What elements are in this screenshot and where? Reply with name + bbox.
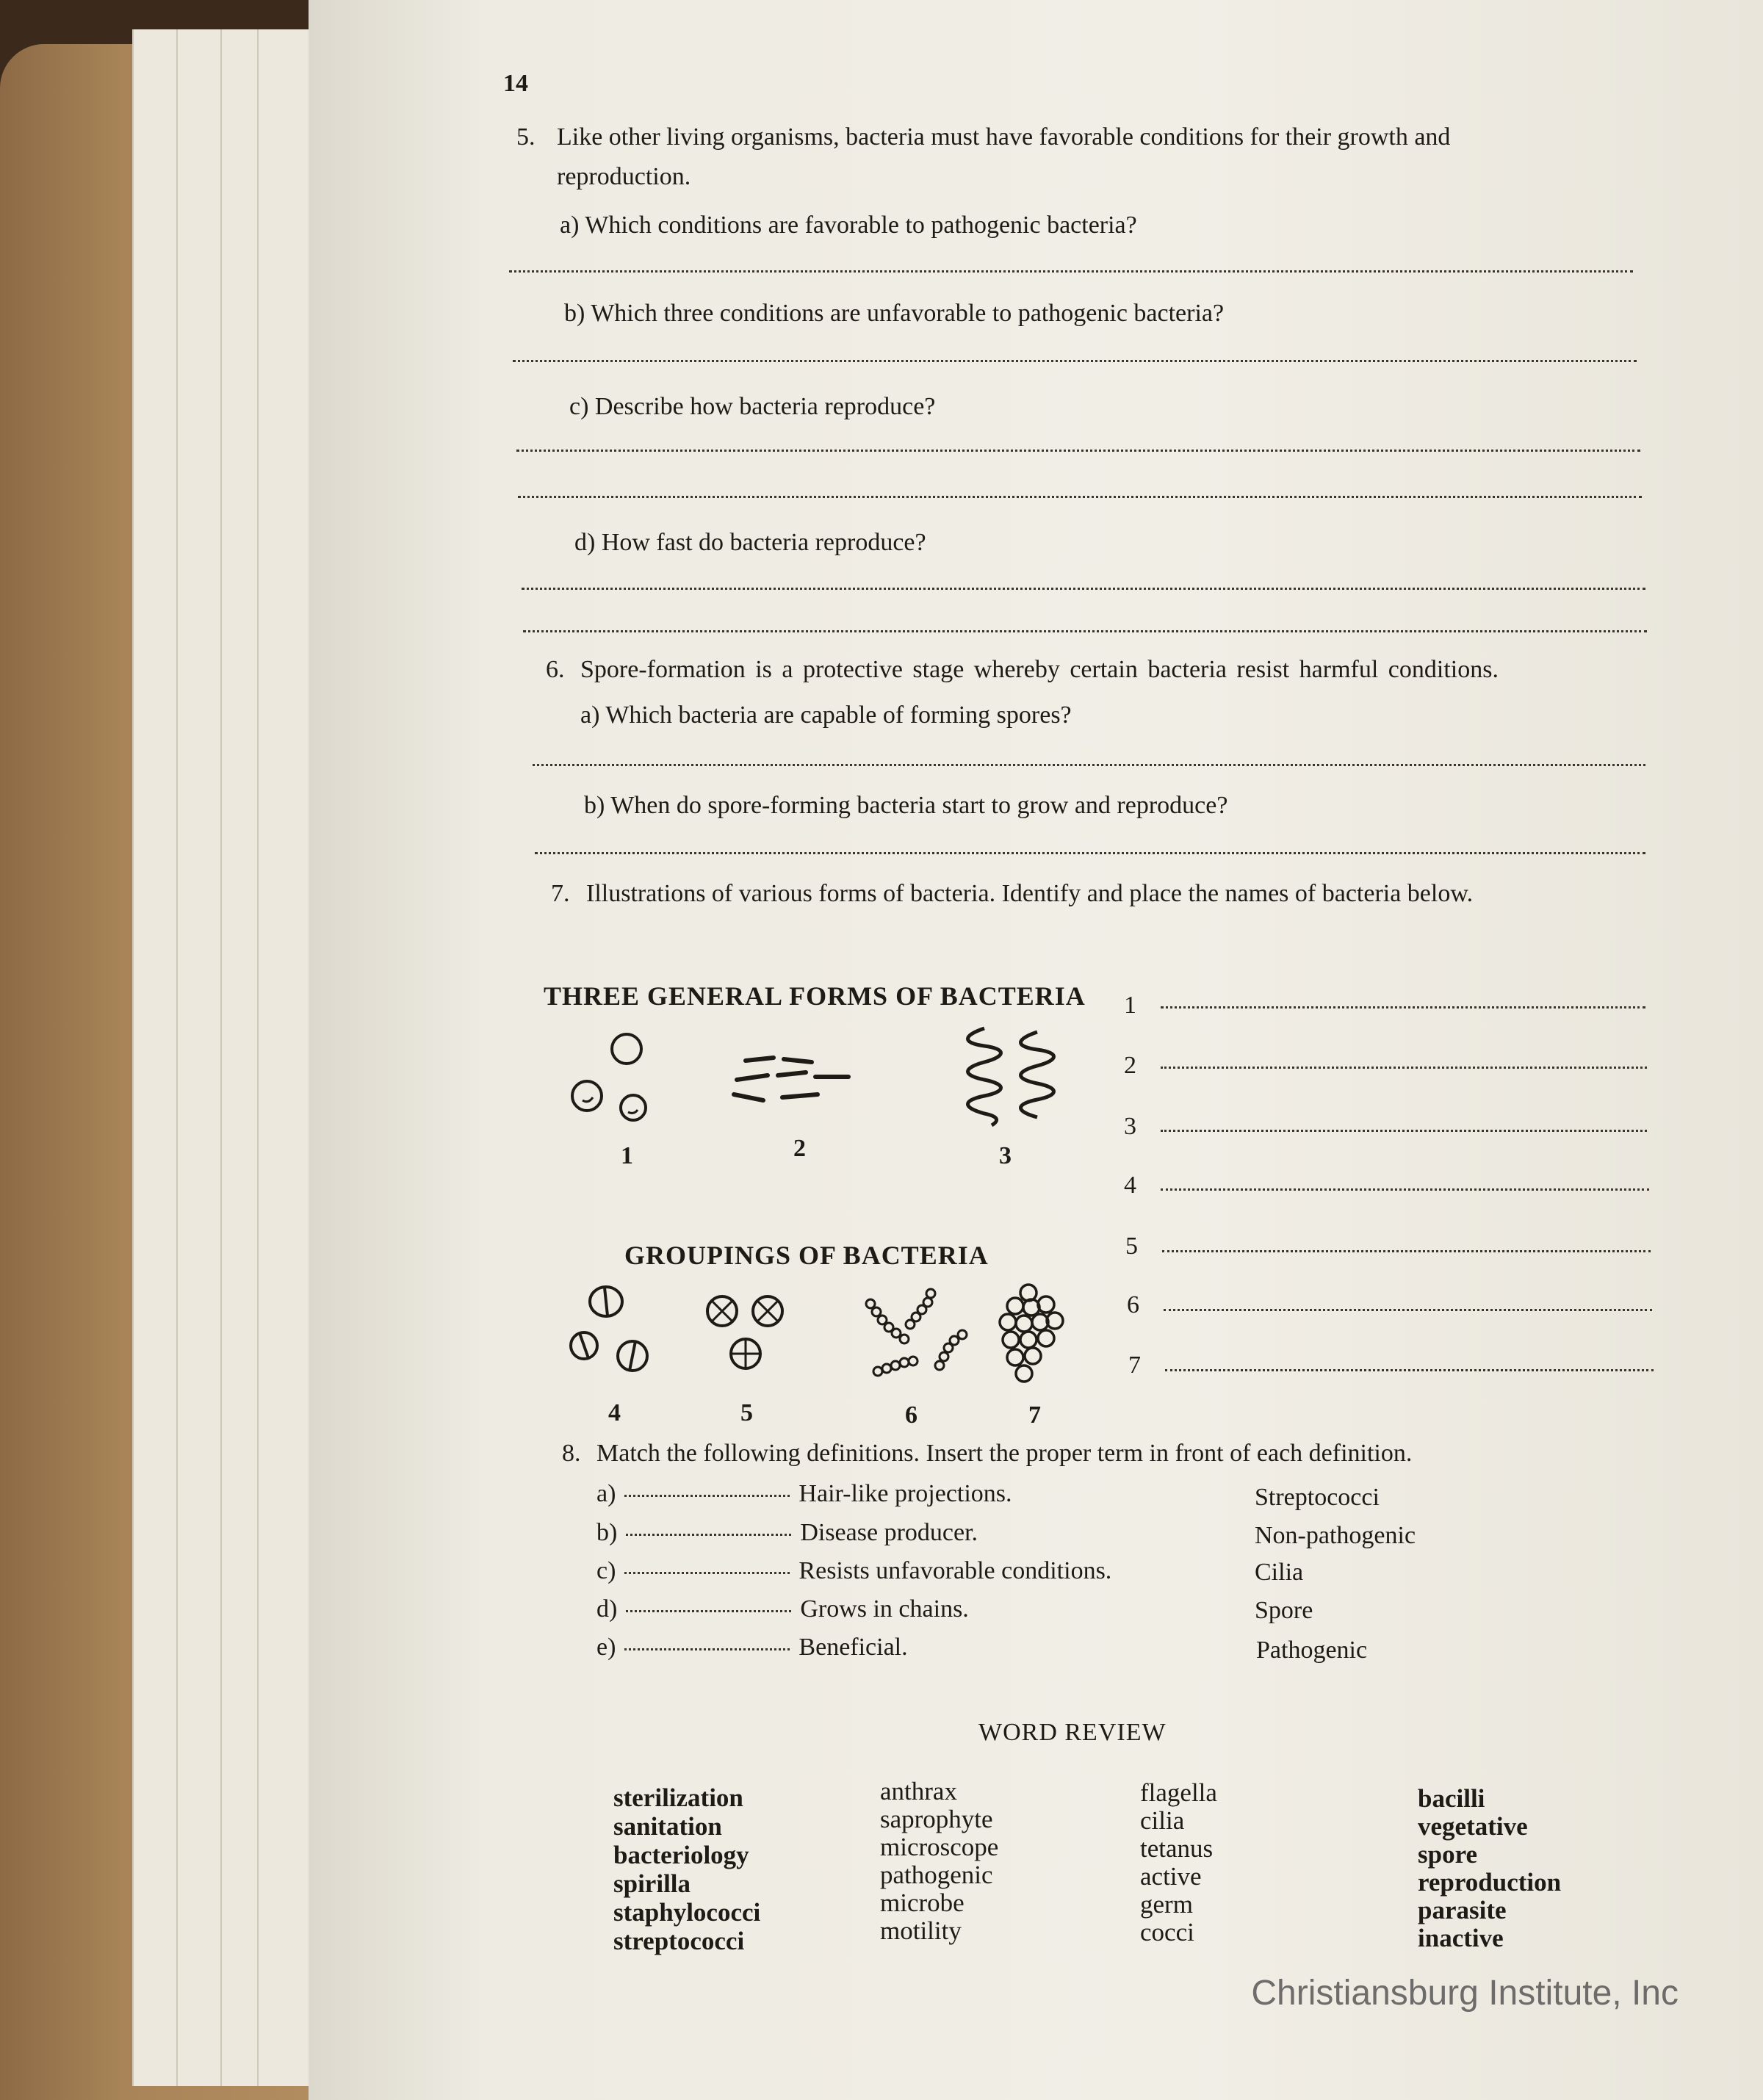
review-word: staphylococci xyxy=(613,1898,761,1927)
review-word: sanitation xyxy=(613,1812,722,1841)
word-column-4 xyxy=(1418,1785,1561,1952)
match-blank[interactable] xyxy=(626,1610,791,1612)
answer-line[interactable] xyxy=(1161,1130,1647,1132)
groupings-heading: GROUPINGS OF BACTERIA xyxy=(624,1241,989,1270)
match-term: Spore xyxy=(1255,1597,1313,1624)
answer-line[interactable] xyxy=(535,852,1645,854)
answer-number: 2 xyxy=(1124,1052,1136,1079)
review-word: cilia xyxy=(1140,1806,1185,1835)
figure-label: 6 xyxy=(905,1401,917,1429)
figure-label: 4 xyxy=(608,1399,621,1426)
answer-line[interactable] xyxy=(1161,1006,1645,1008)
review-word: spirilla xyxy=(613,1869,691,1898)
bacilli-illustration xyxy=(731,1050,878,1109)
answer-line[interactable] xyxy=(1162,1250,1651,1252)
answer-line[interactable] xyxy=(1165,1369,1654,1371)
question-text: Match the following definitions. Insert the proper term in front of each definition. xyxy=(596,1440,1413,1467)
tetrad-illustration xyxy=(702,1289,797,1377)
match-definition: Beneficial. xyxy=(798,1634,908,1661)
sub-question: a) Which conditions are favorable to pathogenic bacteria? xyxy=(560,212,1137,239)
sub-question: d) How fast do bacteria reproduce? xyxy=(574,529,926,556)
review-word: inactive xyxy=(1418,1924,1504,1952)
word-column-3 xyxy=(1140,1779,1217,1946)
review-word: cocci xyxy=(1140,1918,1194,1946)
watermark: Christiansburg Institute, Inc xyxy=(1251,1974,1679,2013)
answer-number: 3 xyxy=(1124,1113,1136,1140)
question-text: Like other living organisms, bacteria must have favorable conditions for their growth and xyxy=(557,123,1451,151)
review-word: sterilization xyxy=(613,1783,743,1812)
figure-label: 7 xyxy=(1028,1401,1041,1429)
figure-label: 1 xyxy=(621,1142,633,1169)
sub-question: c) Describe how bacteria reproduce? xyxy=(569,393,936,420)
answer-line[interactable] xyxy=(523,630,1647,632)
review-word: microscope xyxy=(880,1833,999,1861)
match-blank[interactable] xyxy=(624,1648,790,1650)
answer-line[interactable] xyxy=(1164,1309,1652,1311)
review-word: reproduction xyxy=(1418,1868,1562,1897)
match-letter: b) xyxy=(596,1519,618,1546)
figure-label: 2 xyxy=(793,1135,806,1162)
match-letter: a) xyxy=(596,1480,616,1507)
diplococci-illustration xyxy=(569,1284,657,1379)
figure-label: 5 xyxy=(740,1399,753,1426)
answer-line[interactable] xyxy=(509,270,1633,273)
match-term: Cilia xyxy=(1255,1559,1304,1586)
question-text: Spore-formation is a protective stage whereby certain bacteria resist harmful conditions. xyxy=(580,656,1499,683)
match-row-c xyxy=(596,1557,1111,1585)
figure-label: 3 xyxy=(999,1142,1012,1169)
answer-line[interactable] xyxy=(522,588,1645,590)
answer-line[interactable] xyxy=(1161,1188,1649,1191)
sub-question: a) Which bacteria are capable of forming spores? xyxy=(580,701,1072,729)
review-word: spore xyxy=(1418,1840,1478,1869)
match-blank[interactable] xyxy=(626,1534,791,1536)
match-row-d xyxy=(596,1595,969,1623)
match-row-a xyxy=(596,1480,1012,1508)
review-word: flagella xyxy=(1140,1778,1217,1807)
forms-heading: THREE GENERAL FORMS OF BACTERIA xyxy=(544,981,1086,1011)
word-column-1 xyxy=(613,1783,760,1955)
answer-number: 5 xyxy=(1125,1233,1138,1260)
question-number: 7. xyxy=(551,880,570,907)
match-definition: Grows in chains. xyxy=(800,1595,969,1623)
review-word: motility xyxy=(880,1916,962,1945)
answer-line[interactable] xyxy=(1161,1067,1647,1069)
answer-number: 7 xyxy=(1128,1352,1141,1379)
answer-number: 4 xyxy=(1124,1172,1136,1199)
match-definition: Resists unfavorable conditions. xyxy=(798,1557,1112,1584)
review-word: saprophyte xyxy=(880,1805,993,1833)
match-letter: d) xyxy=(596,1595,618,1623)
match-definition: Disease producer. xyxy=(800,1519,978,1546)
question-text: Illustrations of various forms of bacteria. Identify and place the names of bacteria below. xyxy=(586,880,1474,907)
review-word: tetanus xyxy=(1140,1834,1214,1863)
answer-line[interactable] xyxy=(518,496,1642,498)
workbook-page xyxy=(309,0,1763,2100)
answer-number: 6 xyxy=(1127,1291,1139,1318)
match-letter: e) xyxy=(596,1634,616,1661)
review-word: active xyxy=(1140,1862,1202,1891)
staphylococci-illustration xyxy=(992,1284,1065,1387)
word-review-title: WORD REVIEW xyxy=(978,1719,1167,1746)
match-row-e xyxy=(596,1634,908,1661)
review-word: bacteriology xyxy=(613,1841,749,1869)
match-row-b xyxy=(596,1519,978,1547)
review-word: streptococci xyxy=(613,1927,745,1955)
review-word: vegetative xyxy=(1418,1812,1528,1841)
review-word: parasite xyxy=(1418,1896,1507,1924)
match-term: Streptococci xyxy=(1255,1484,1380,1511)
page-number: 14 xyxy=(503,70,528,97)
match-term: Pathogenic xyxy=(1256,1637,1368,1664)
cocci-illustration xyxy=(569,1028,657,1131)
question-number: 6. xyxy=(546,656,565,683)
question-text: reproduction. xyxy=(557,163,691,190)
question-number: 5. xyxy=(516,123,536,151)
word-column-2 xyxy=(880,1778,998,1945)
answer-line[interactable] xyxy=(533,764,1645,766)
sub-question: b) Which three conditions are unfavorable to pathogenic bacteria? xyxy=(564,300,1225,327)
sub-question: b) When do spore-forming bacteria start to grow and reproduce? xyxy=(584,792,1228,819)
review-word: anthrax xyxy=(880,1777,957,1805)
review-word: germ xyxy=(1140,1890,1193,1919)
match-blank[interactable] xyxy=(624,1572,790,1574)
answer-line[interactable] xyxy=(516,450,1640,452)
spirilla-illustration xyxy=(955,1025,1065,1135)
answer-line[interactable] xyxy=(513,360,1637,362)
review-word: pathogenic xyxy=(880,1861,993,1889)
match-letter: c) xyxy=(596,1557,616,1584)
review-word: microbe xyxy=(880,1888,965,1917)
streptococci-illustration xyxy=(863,1289,988,1385)
match-term: Non-pathogenic xyxy=(1255,1522,1416,1549)
match-definition: Hair-like projections. xyxy=(798,1480,1012,1507)
review-word: bacilli xyxy=(1418,1784,1485,1813)
question-number: 8. xyxy=(562,1440,581,1467)
match-blank[interactable] xyxy=(624,1495,790,1497)
answer-number: 1 xyxy=(1124,992,1136,1019)
